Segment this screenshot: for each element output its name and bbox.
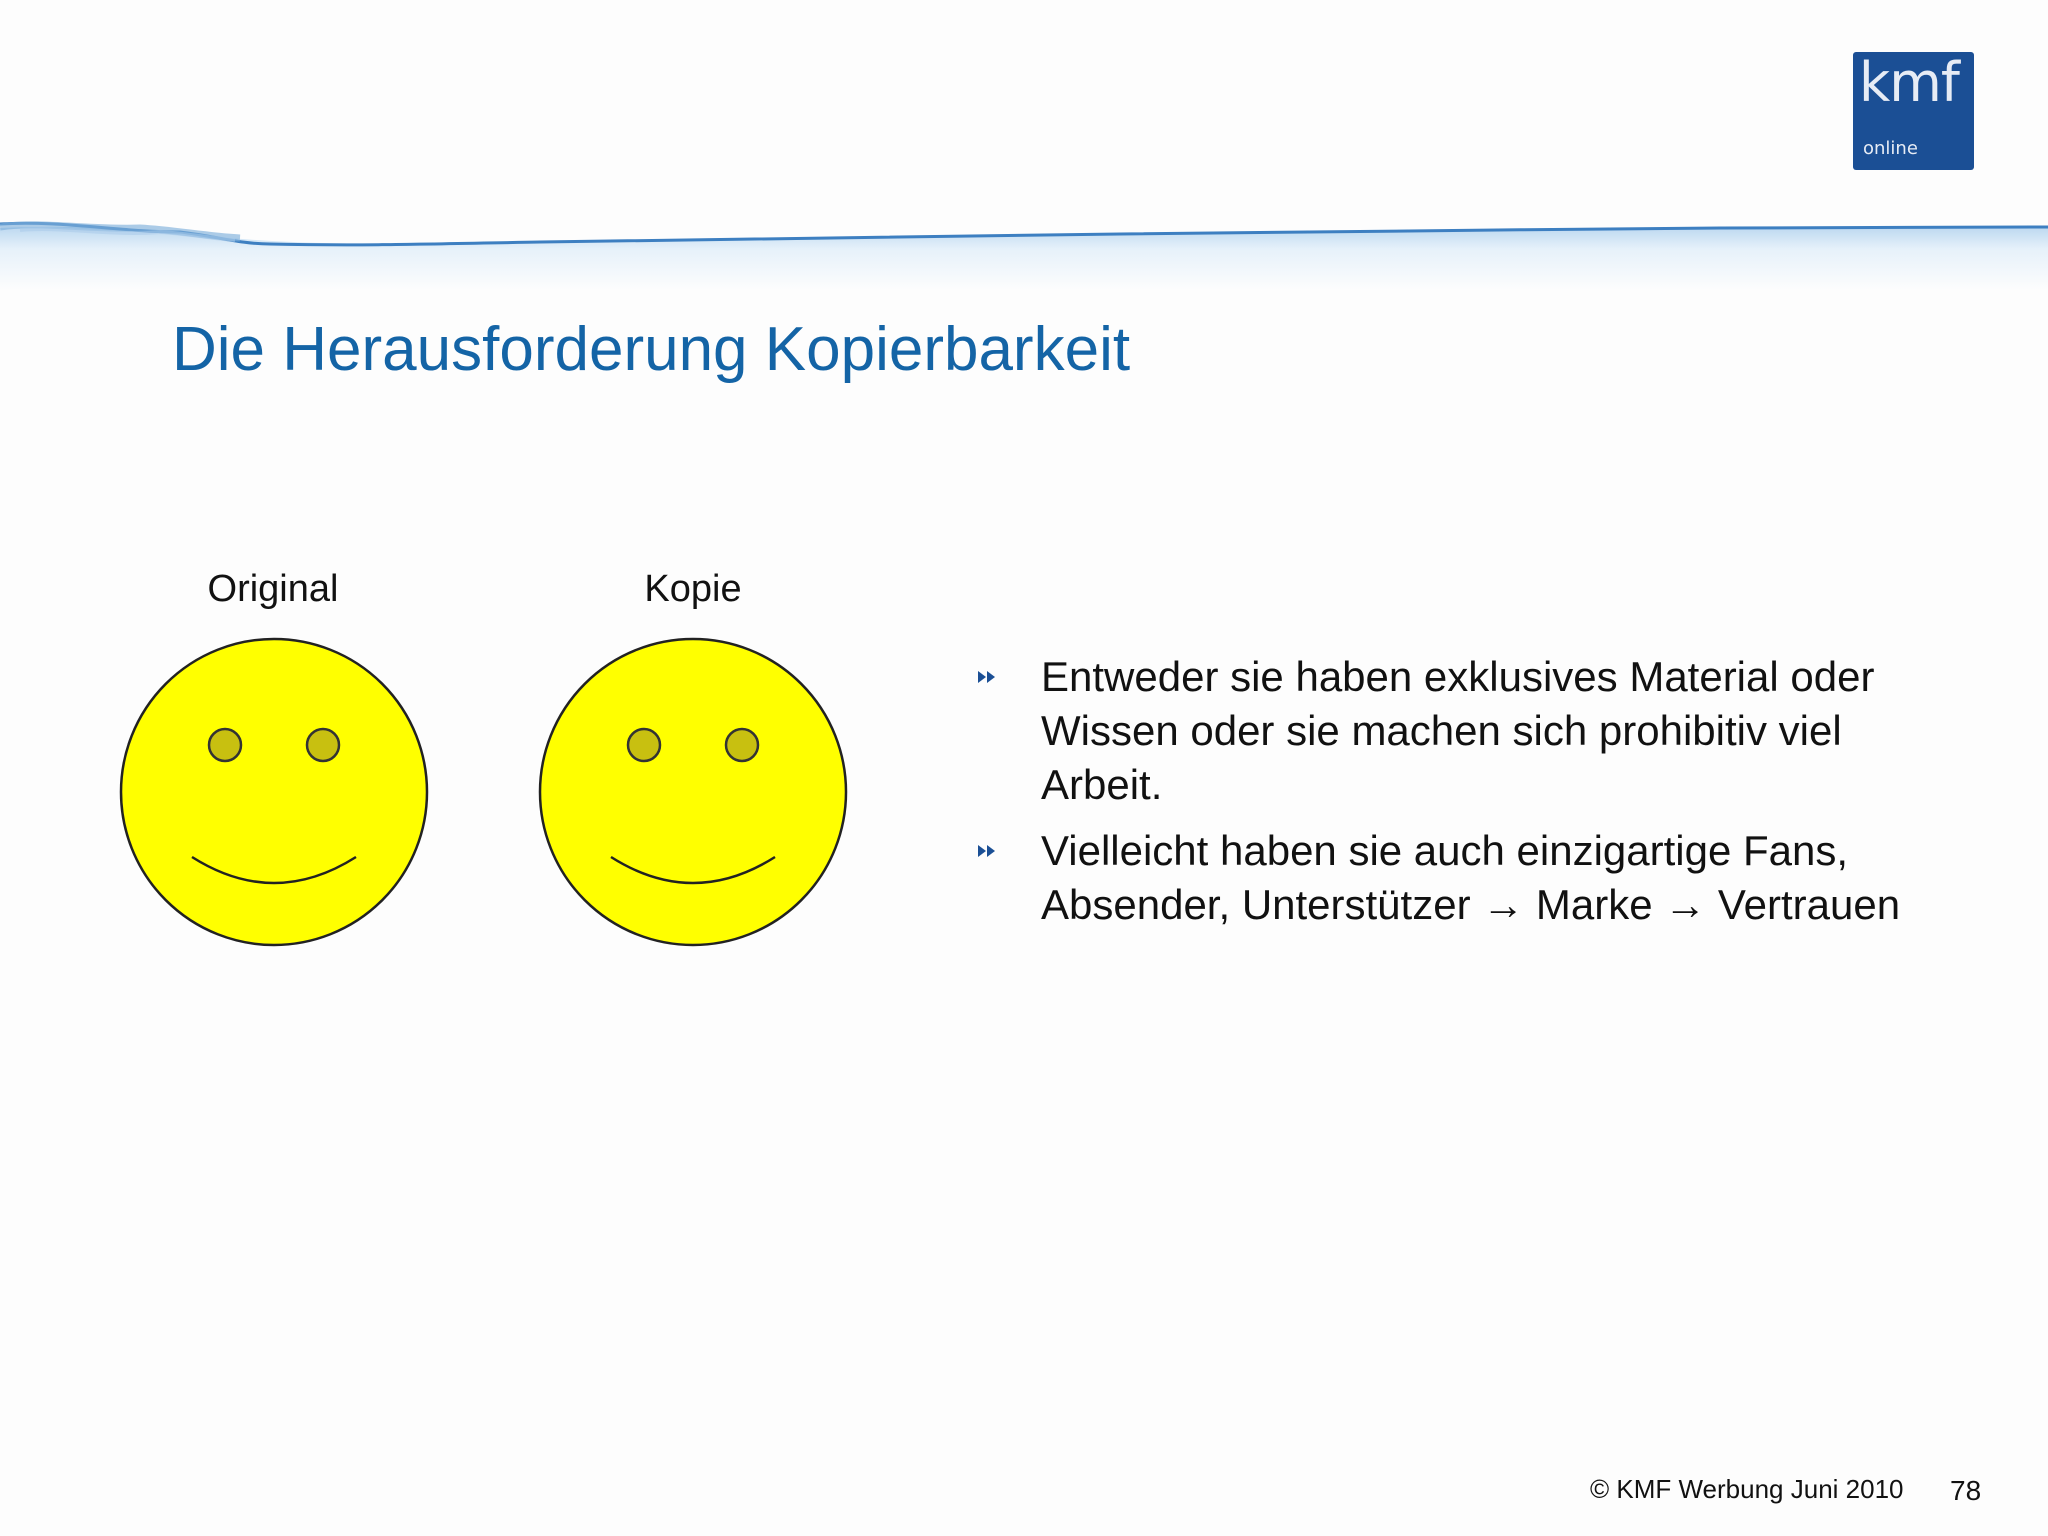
- footer-copyright: © KMF Werbung Juni 2010: [1590, 1474, 1904, 1504]
- bullet-text-line: Wissen oder sie machen sich prohibitiv viel: [1041, 707, 1842, 754]
- bullet-text-line: Arbeit.: [1041, 761, 1163, 808]
- double-arrow-bullet-icon: [976, 668, 1002, 686]
- bullet-text-line: Entweder sie haben exklusives Material oder: [1041, 653, 1875, 700]
- slide-title: Die Herausforderung Kopierbarkeit: [172, 315, 1131, 384]
- face-circle: [540, 639, 846, 945]
- left-eye: [209, 729, 241, 761]
- right-eye: [307, 729, 339, 761]
- logo-wordmark: kmf: [1859, 51, 1959, 114]
- bullet-text-line: Absender, Unterstützer → Marke → Vertrauen: [1041, 881, 1901, 928]
- bullet-item: [976, 650, 2016, 812]
- page-number: 78: [1950, 1475, 1982, 1506]
- smiley-kopie: [537, 636, 849, 948]
- water-wave-decoration: [0, 180, 2048, 290]
- face-label-kopie: Kopie: [644, 568, 742, 610]
- smiley-original: [118, 636, 430, 948]
- double-arrow-bullet-icon: [976, 842, 1002, 860]
- bullet-text-line: Vielleicht haben sie auch einzigartige Fans,: [1041, 827, 1849, 874]
- bullet-list: [976, 650, 2016, 944]
- logo-subtitle: online: [1863, 138, 1918, 159]
- bullet-item: [976, 824, 2016, 932]
- face-circle: [121, 639, 427, 945]
- kmf-online-logo: [1853, 52, 1974, 170]
- right-eye: [726, 729, 758, 761]
- face-label-original: Original: [207, 568, 339, 610]
- left-eye: [628, 729, 660, 761]
